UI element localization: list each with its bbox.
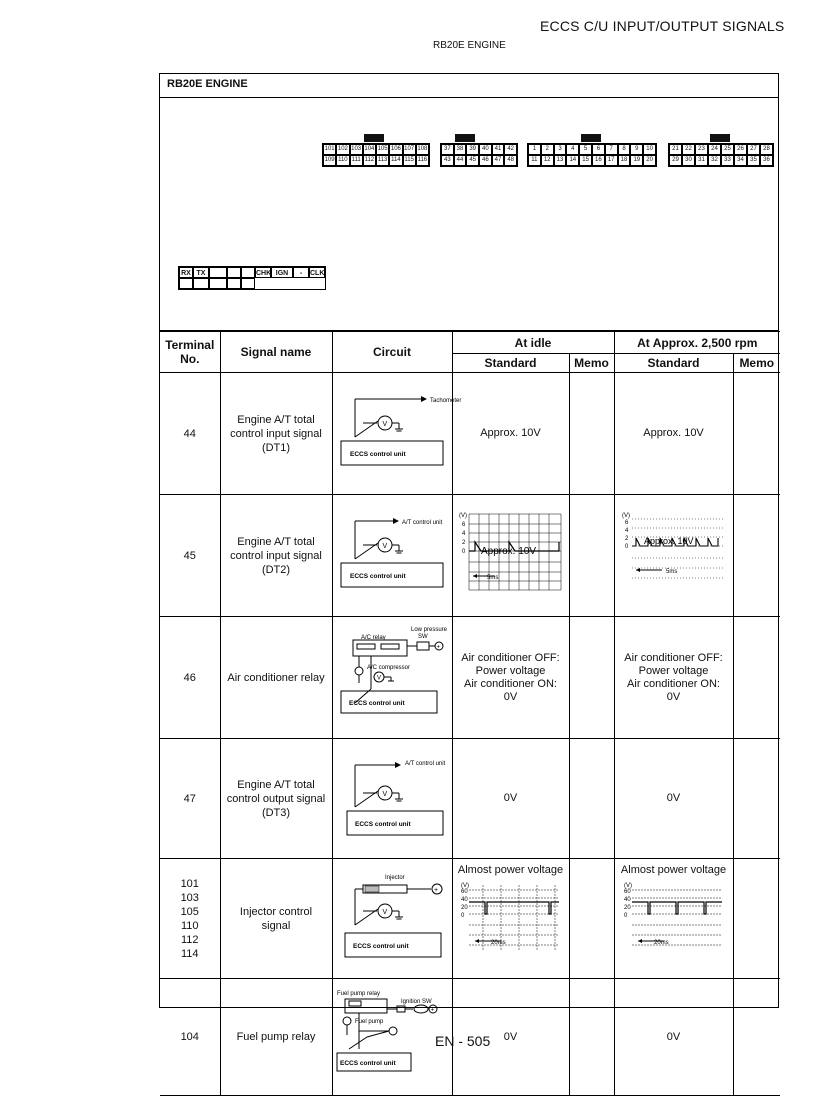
connector-pin: 10 <box>643 144 656 155</box>
connector-pin: 11 <box>528 155 541 166</box>
connector-pin: 19 <box>630 155 643 166</box>
connector-pin: 102 <box>336 144 349 155</box>
page-title: ECCS C/U INPUT/OUTPUT SIGNALS <box>540 18 785 34</box>
connector-pin: 2 <box>541 144 554 155</box>
circuit-label: A/T control unit <box>401 520 442 526</box>
connector-pin: 46 <box>479 155 492 166</box>
svg-text:0: 0 <box>461 549 465 555</box>
connector-pin: 4 <box>566 144 579 155</box>
svg-text:Low pressure: Low pressure <box>410 627 447 633</box>
connector-pin: 106 <box>389 144 402 155</box>
idle-standard: Air conditioner OFF: Power voltage Air conditioner ON: 0V <box>452 617 569 739</box>
connector-pin: 29 <box>669 155 682 166</box>
connector-pin: 3 <box>554 144 567 155</box>
header-memo-rpm: Memo <box>733 354 780 373</box>
svg-text:V: V <box>382 909 387 916</box>
connector-pin: 101 <box>323 144 336 155</box>
idle-standard: 0V <box>452 739 569 859</box>
connector-pin: 31 <box>695 155 708 166</box>
svg-text:60: 60 <box>623 889 631 895</box>
connector-pin: 6 <box>592 144 605 155</box>
signal-name: Engine A/T total control output signal (DT3) <box>220 739 332 859</box>
connector-pin: 43 <box>441 155 454 166</box>
svg-text:Fuel pump relay: Fuel pump relay <box>336 991 380 997</box>
svg-text:Ignition SW: Ignition SW <box>400 999 432 1005</box>
connector-pin: 113 <box>376 155 389 166</box>
svg-text:2: 2 <box>624 536 628 542</box>
signal-name: Injector control signal <box>220 859 332 979</box>
header-standard-idle: Standard <box>452 354 569 373</box>
ecu-label: ECCS control unit <box>352 943 409 950</box>
connector-pin: 5 <box>579 144 592 155</box>
rpm-memo <box>733 979 780 1096</box>
oscilloscope-waveform-rpm <box>618 504 730 604</box>
rpm-scope-cell <box>614 495 733 617</box>
ecu-label: ECCS control unit <box>349 451 406 458</box>
svg-text:(V): (V) <box>460 883 469 889</box>
connector-pin: 32 <box>708 155 721 166</box>
connector-pin: 47 <box>492 155 505 166</box>
signal-name: Engine A/T total control input signal (DT2) <box>220 495 332 617</box>
table-row <box>160 495 780 617</box>
connector-pin: 115 <box>403 155 416 166</box>
connector-pin <box>241 267 255 278</box>
terminal-cell: 44 <box>160 373 220 495</box>
connector-pin <box>179 278 193 289</box>
connector-pin: 103 <box>350 144 363 155</box>
oscilloscope-waveform-idle <box>455 877 567 969</box>
header-rpm: At Approx. 2,500 rpm <box>614 332 780 354</box>
circuit-cell <box>332 739 452 859</box>
connector-pin: 27 <box>747 144 760 155</box>
connector-pin: 38 <box>454 144 467 155</box>
connector-pin <box>209 278 227 289</box>
connector-pin: 18 <box>618 155 631 166</box>
idle-memo <box>569 495 614 617</box>
svg-text:5ms: 5ms <box>665 569 677 575</box>
svg-text:20ms: 20ms <box>490 940 506 946</box>
table-row <box>160 373 780 495</box>
connector-pin <box>193 278 209 289</box>
connector-pin <box>227 267 241 278</box>
connector-pin: 26 <box>734 144 747 155</box>
svg-text:20: 20 <box>460 905 468 911</box>
connector-pin: 110 <box>336 155 349 166</box>
svg-text:A/T control unit: A/T control unit <box>404 761 445 767</box>
ecu-label: ECCS control unit <box>354 821 411 828</box>
table-row <box>160 859 780 979</box>
ecu-label: ECCS control unit <box>349 573 406 580</box>
svg-text:40: 40 <box>460 897 468 903</box>
rpm-memo <box>733 373 780 495</box>
connector-pin: 108 <box>416 144 429 155</box>
svg-text:V: V <box>382 791 387 798</box>
ecu-label: ECCS control unit <box>348 700 405 707</box>
terminal-cell: 104 <box>160 979 220 1096</box>
circuit-cell <box>332 979 452 1096</box>
rpm-memo <box>733 859 780 979</box>
svg-text:2: 2 <box>461 540 465 546</box>
rpm-standard: Approx. 10V <box>614 373 733 495</box>
connector-pin: 15 <box>579 155 592 166</box>
connector-pin: 41 <box>492 144 505 155</box>
connector-pin: 114 <box>389 155 402 166</box>
svg-text:+: + <box>436 644 440 651</box>
svg-text:0: 0 <box>623 913 627 919</box>
connector-pin: 33 <box>721 155 734 166</box>
idle-scope-cell <box>452 495 569 617</box>
connector-pin: 30 <box>682 155 695 166</box>
connector-pin: 36 <box>760 155 773 166</box>
idle-memo <box>569 859 614 979</box>
connector-pin: 9 <box>630 144 643 155</box>
connector-pin: 28 <box>760 144 773 155</box>
ecu-label: ECCS control unit <box>339 1060 396 1067</box>
connector-pin: 37 <box>441 144 454 155</box>
rpm-memo <box>733 739 780 859</box>
connector-pin: CHK <box>255 267 271 278</box>
svg-text:V: V <box>382 543 387 550</box>
connector-pin: IGN <box>271 267 293 278</box>
rpm-standard: 0V <box>614 739 733 859</box>
connector-pin: 23 <box>695 144 708 155</box>
svg-text:40: 40 <box>623 897 631 903</box>
connector-pin: 12 <box>541 155 554 166</box>
connector-pin: 104 <box>363 144 376 155</box>
svg-text:(V): (V) <box>623 883 632 889</box>
table-row <box>160 617 780 739</box>
svg-text:A/C relay: A/C relay <box>360 635 386 641</box>
table-row <box>160 739 780 859</box>
connector-pin: 17 <box>605 155 618 166</box>
svg-text:6: 6 <box>461 522 465 528</box>
signal-name: Engine A/T total control input signal (DT1) <box>220 373 332 495</box>
circuit-cell <box>332 859 452 979</box>
connector-diagram <box>160 98 778 331</box>
terminal-cell: 46 <box>160 617 220 739</box>
svg-text:Fuel pump: Fuel pump <box>354 1019 383 1025</box>
svg-text:+: + <box>430 1007 434 1014</box>
header-signal: Signal name <box>220 332 332 373</box>
connector-pin: TX <box>193 267 209 278</box>
svg-text:Injector: Injector <box>384 875 405 881</box>
rpm-memo <box>733 495 780 617</box>
circuit-diagram <box>333 617 453 735</box>
oscilloscope-waveform-idle <box>455 504 567 604</box>
section-title: RB20E ENGINE <box>160 74 778 98</box>
circuit-diagram <box>333 859 453 975</box>
circuit-cell <box>332 373 461 495</box>
svg-text:(V): (V) <box>621 513 630 519</box>
connector-pin: RX <box>179 267 193 278</box>
connector-pin: 24 <box>708 144 721 155</box>
rpm-memo <box>733 617 780 739</box>
connector-pin: 21 <box>669 144 682 155</box>
idle-memo <box>569 617 614 739</box>
connector-pin: 109 <box>323 155 336 166</box>
idle-memo <box>569 739 614 859</box>
circuit-cell <box>332 495 452 617</box>
rpm-standard: Almost power voltage (V) 60 40 20 0 20ms <box>614 859 733 979</box>
connector-pin: 107 <box>403 144 416 155</box>
connector-pin <box>241 278 255 289</box>
header-idle: At idle <box>452 332 614 354</box>
connector-pin: 40 <box>479 144 492 155</box>
svg-text:SW: SW <box>417 634 428 640</box>
svg-text:Approx. 10V: Approx. 10V <box>643 536 694 546</box>
connector-pin: 1 <box>528 144 541 155</box>
connector-pin: 111 <box>350 155 363 166</box>
rpm-standard: Air conditioner OFF: Power voltage Air conditioner ON: 0V <box>614 617 733 739</box>
connector-pin: 35 <box>747 155 760 166</box>
connector-pin: CLK <box>309 267 325 278</box>
terminal-cell: 101 103 105 110 112 114 <box>160 859 220 979</box>
signal-name: Air conditioner relay <box>220 617 332 739</box>
idle-standard: Almost power voltage (V) 60 40 20 0 20ms <box>452 859 569 979</box>
svg-text:(V): (V) <box>458 513 467 519</box>
svg-text:V: V <box>382 421 387 428</box>
svg-text:4: 4 <box>461 531 465 537</box>
svg-text:60: 60 <box>460 889 468 895</box>
connector-pin: 8 <box>618 144 631 155</box>
connector-pin: - <box>293 267 309 278</box>
connector-pin <box>209 267 227 278</box>
svg-text:0: 0 <box>460 913 464 919</box>
svg-text:V: V <box>376 675 381 682</box>
svg-text:Approx. 10V: Approx. 10V <box>480 546 536 557</box>
terminal-cell: 47 <box>160 739 220 859</box>
connector-pin: 20 <box>643 155 656 166</box>
connector-pin: 22 <box>682 144 695 155</box>
header-memo-idle: Memo <box>569 354 614 373</box>
signal-table <box>160 331 780 1096</box>
circuit-cell <box>332 617 452 739</box>
circuit-diagram <box>333 495 453 613</box>
connector-pin: 25 <box>721 144 734 155</box>
header-standard-rpm: Standard <box>614 354 733 373</box>
svg-text:20ms: 20ms <box>653 940 669 946</box>
circuit-diagram <box>333 739 453 855</box>
idle-standard: 0V <box>452 979 569 1096</box>
rpm-standard: 0V <box>614 979 733 1096</box>
connector-pin: 45 <box>466 155 479 166</box>
connector-pin: 16 <box>592 155 605 166</box>
svg-text:0: 0 <box>624 544 628 550</box>
connector-pin: 39 <box>466 144 479 155</box>
circuit-label: Tachometer <box>429 398 461 404</box>
connector-pin: 44 <box>454 155 467 166</box>
idle-memo <box>569 373 614 495</box>
idle-memo <box>569 979 614 1096</box>
idle-standard: Approx. 10V <box>452 373 569 495</box>
connector-pin: 7 <box>605 144 618 155</box>
header-circuit: Circuit <box>332 332 452 373</box>
connector-pin: 116 <box>416 155 429 166</box>
svg-text:6: 6 <box>624 520 628 526</box>
svg-text:+: + <box>433 887 438 894</box>
connector-pin: 42 <box>504 144 517 155</box>
connector-pin: 13 <box>554 155 567 166</box>
page-subtitle: RB20E ENGINE <box>433 40 506 51</box>
svg-text:4: 4 <box>624 528 628 534</box>
circuit-diagram <box>333 373 461 491</box>
connector-pin: 48 <box>504 155 517 166</box>
svg-text:5ms: 5ms <box>486 575 498 581</box>
svg-text:A/C compressor: A/C compressor <box>366 665 410 671</box>
connector-pin: 105 <box>376 144 389 155</box>
connector-pin <box>227 278 241 289</box>
connector-pin: 34 <box>734 155 747 166</box>
signal-name: Fuel pump relay <box>220 979 332 1096</box>
terminal-cell: 45 <box>160 495 220 617</box>
svg-text:20: 20 <box>623 905 631 911</box>
page-number: EN - 505 <box>435 1033 491 1049</box>
oscilloscope-waveform-rpm <box>618 877 730 969</box>
connector-pin: 112 <box>363 155 376 166</box>
header-terminal: Terminal No. <box>160 332 220 373</box>
connector-pin: 14 <box>566 155 579 166</box>
